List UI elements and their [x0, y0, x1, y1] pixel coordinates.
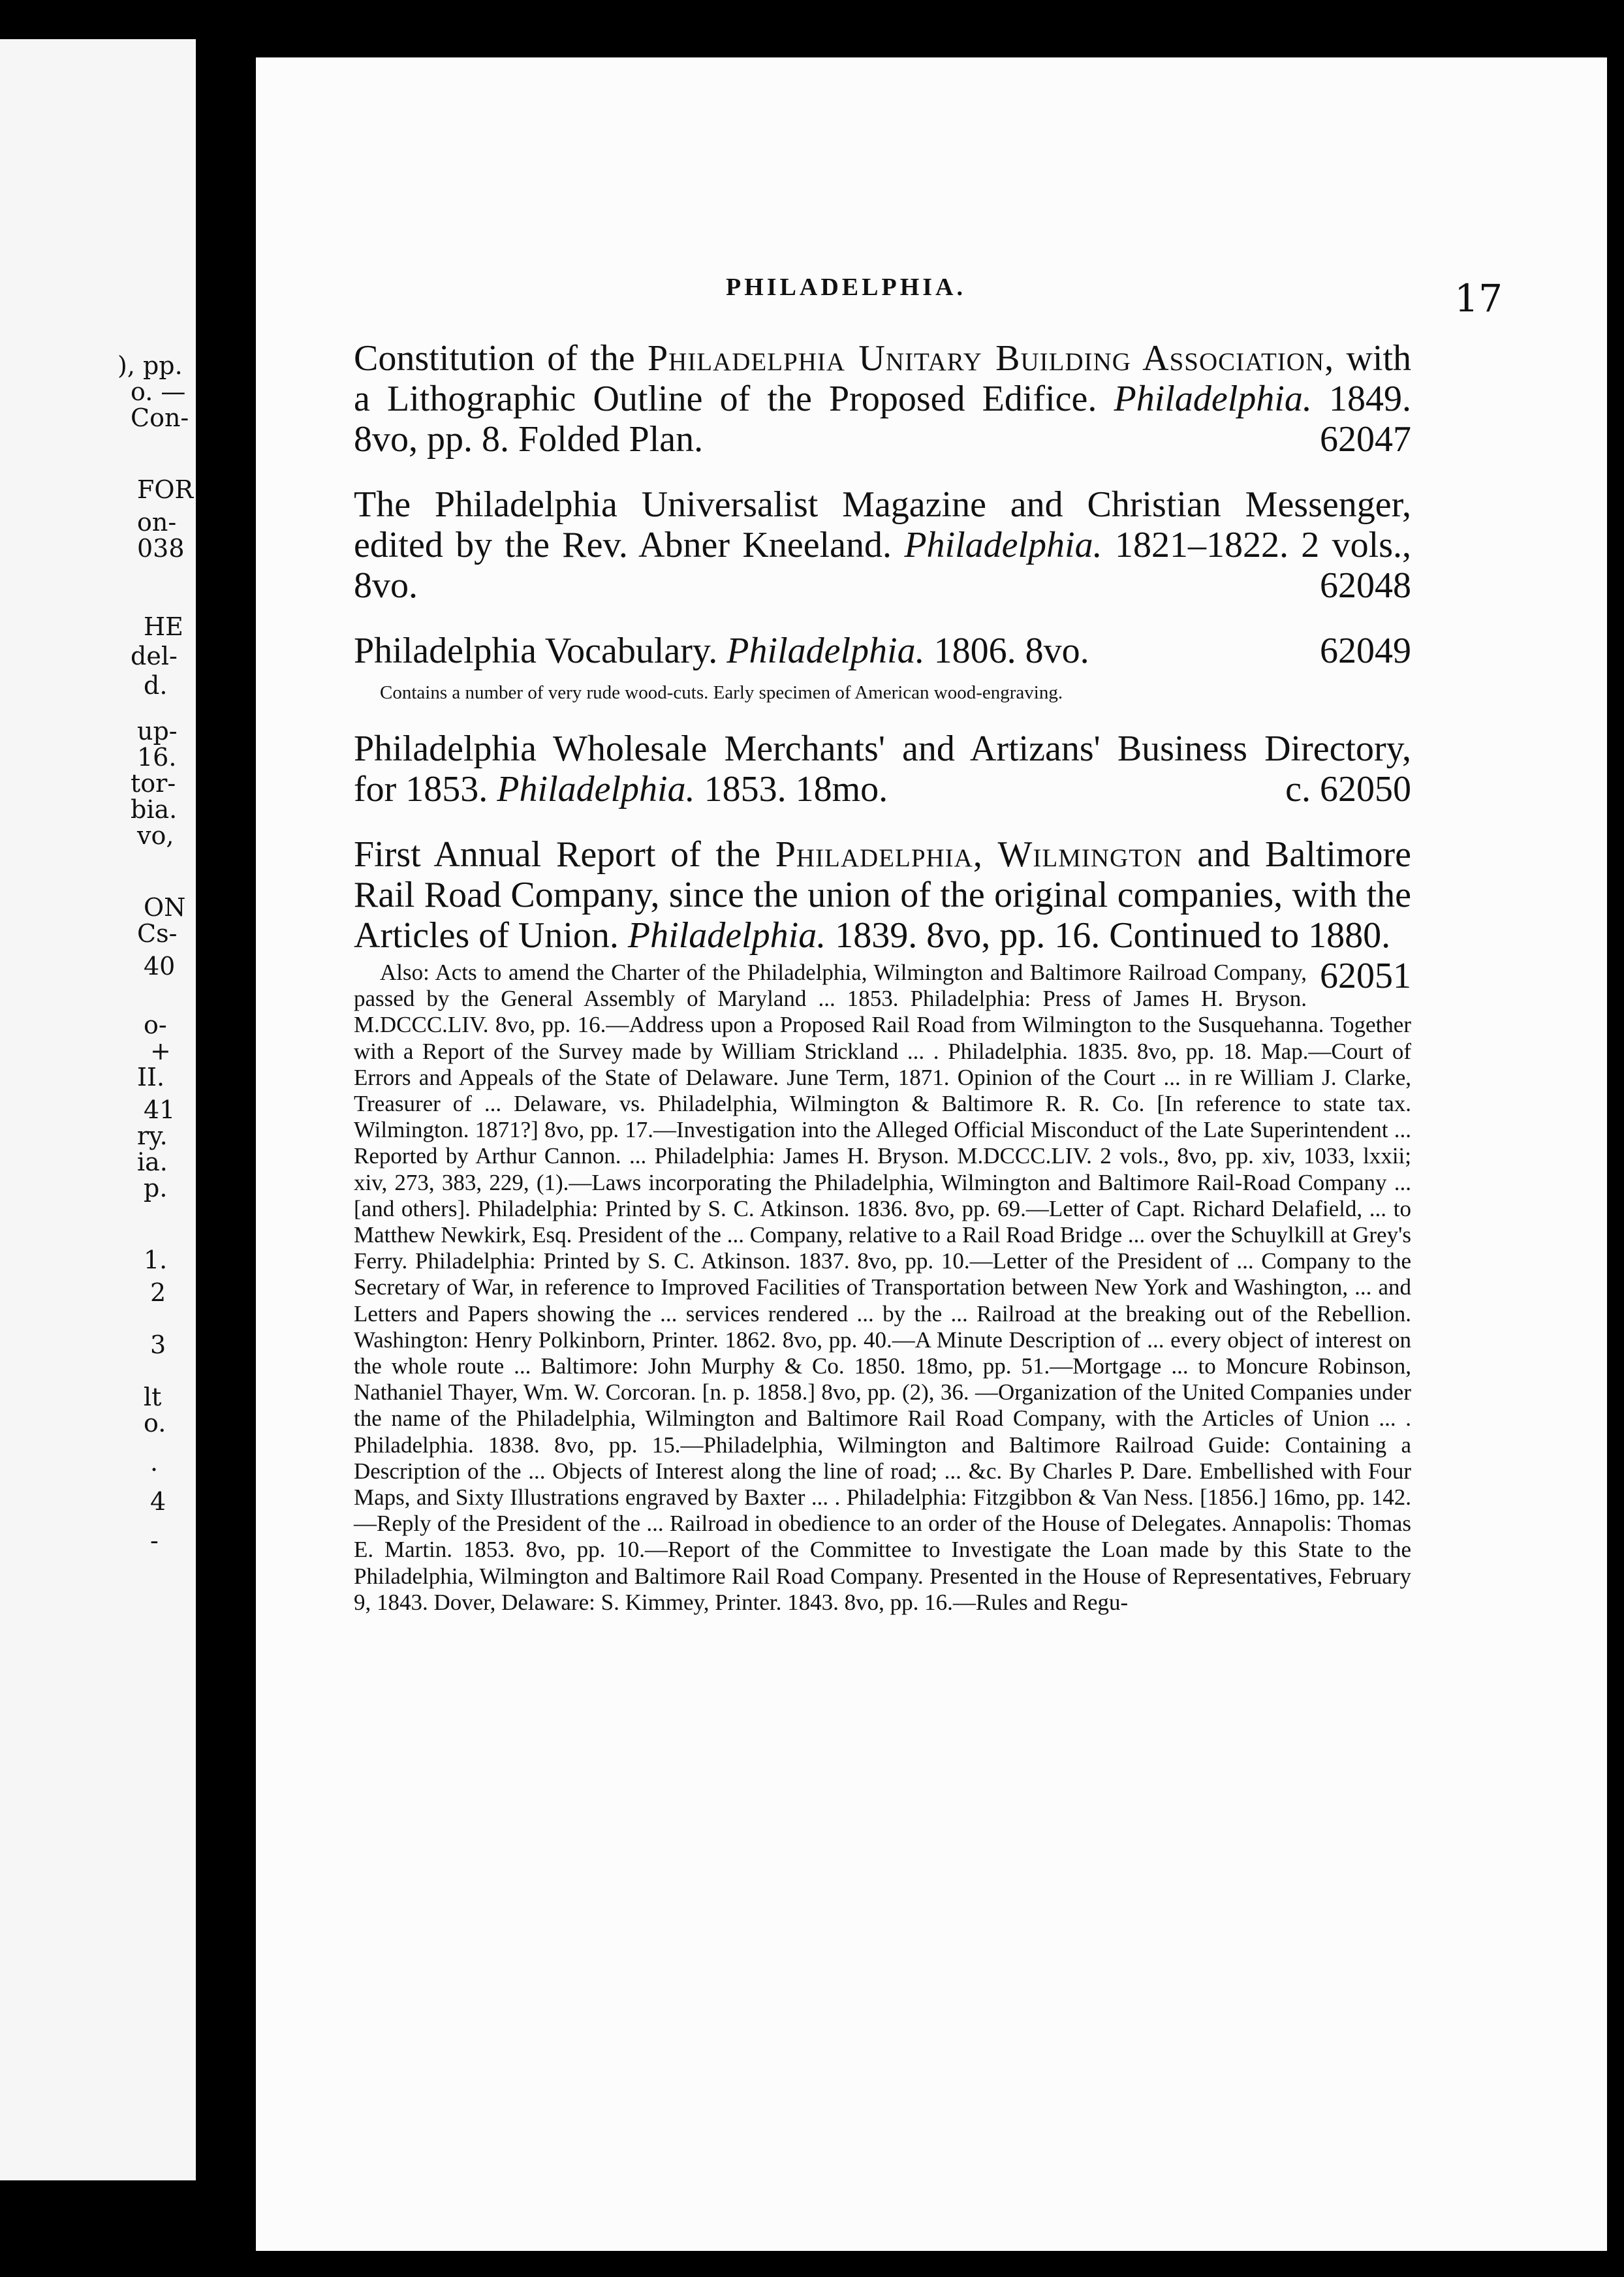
entry-number: 62048: [1320, 565, 1411, 606]
facing-page-fragment: bia.: [131, 795, 178, 824]
facing-page-fragment: 41: [144, 1095, 176, 1124]
facing-page-fragment: o.: [144, 1409, 166, 1437]
entry-title: The Philadelphia Universalist Magazine and Christian Messenger, edited by the Rev. Abner Kneeland. Philadelphia. 1821–1822. 2 vols., 8vo. 62048: [354, 484, 1411, 606]
entry-title: Philadelphia Wholesale Merchants' and Artizans' Business Directory, for 1853. Philadelphia. 1853. 18mo. c. 62050: [354, 729, 1411, 809]
entry-number: 62049: [1320, 631, 1411, 671]
facing-page-fragment: on-: [137, 508, 177, 537]
facing-page-fragment: ia.: [137, 1148, 168, 1176]
facing-page-fragment: II.: [137, 1063, 165, 1091]
running-title: PHILADELPHIA.: [726, 274, 966, 301]
also-paragraph: Also: Acts to amend the Charter of the Philadelphia, Wilmington and Baltimore Railroad Company, passed by the General Assembly of Maryland ... 1853. Philadelphia: Press of James H. Bryson. M.DCCC.LIV. 8vo, pp. 16.—Address upon a Proposed Rail Road from Wilmington to the Susquehanna. Together with a Report of the Survey made by William Strickland ... . Philadelphia. 1835. 8vo, pp. 18. Map.—Court of Errors and Appeals of the State of Delaware. June Term, 1871. Opinion of the Court ... in re William J. Clarke, Treasurer of ... Delaware, vs. Philadelphia, Wilmington & Baltimore R. R. Co. [In reference to state tax. Wilmington. 1871?] 8vo, pp. 17.—Investigation into the Alleged Official Misconduct of the Late Superintendent ... Reported by Arthur Cannon. ... Philadelphia: James H. Bryson. M.DCCC.LIV. 2 vols., 8vo, pp. xiv, 1033, lxxii; xiv, 273, 383, 229, (1).—Laws incorporating the Philadelphia, Wilmington and Baltimore Rail-Road Company ... [and others]. Philadelphia: Printed by S. C. Atkinson. 1836. 8vo, pp. 69.—Letter of Capt. Richard Delafield, ... to Matthew Newkirk, Esq. President of the ... Company, relative to a Rail Road Bridge ... over the Schuylkill at Grey's Ferry. Philadelphia: Printed by S. C. Atkinson. 1837. 8vo, pp. 10.—Letter of the President of ... Company to the Secretary of War, in reference to Improved Facilities of Transportation between New York and Washington, ... and Letters and Papers showing the ... services rendered ... by the ... Railroad at the breaking out of the Rebellion. Washington: Henry Polkinborn, Printer. 1862. 8vo, pp. 40.—A Minute Description of ... every object of interest on the whole route ... Baltimore: John Murphy & Co. 1850. 18mo, pp. 51.—Mortgage ... to Moncure Robinson, Nathaniel Thayer, Wm. W. Corcoran. [n. p. 1858.] 8vo, pp. (2), 36. —Organization of the United Companies under the name of the Philadelphia, Wilmington and Baltimore Rail Road Company, with the Articles of Union ... . Philadelphia. 1838. 8vo, pp. 15.—Philadelphia, Wilmington and Baltimore Railroad Guide: Containing a Description of the ... Objects of Interest along the line of road; ... &c. By Charles P. Dare. Embellished with Four Maps, and Sixty Illustrations engraved by Baxter ... . Philadelphia: Fitzgibbon & Van Ness. [1856.] 16mo, pp. 142.—Reply of the President of the ... Railroad in obedience to an order of the House of Delegates. Annapolis: Thomas E. Martin. 1853. 8vo, pp. 10.—Report of the Committee to Investigate the Loan made by this State to the Philadelphia, Wilmington and Baltimore Rail Road Company. Presented in the House of Representatives, February 9, 1843. Dover, Delaware: S. Kimmey, Printer. 1843. 8vo, pp. 16.—Rules and Regu-: [354, 960, 1411, 1615]
facing-page-fragment: ), pp.: [117, 351, 183, 380]
entry-title: Philadelphia Vocabulary. Philadelphia. 1806. 8vo. 62049: [354, 631, 1411, 671]
entry-note: Contains a number of very rude wood-cuts. Early specimen of American wood-engraving.: [380, 682, 1063, 703]
facing-page-fragment: vo,: [137, 821, 174, 850]
facing-page-fragment: Cs-: [137, 919, 178, 948]
entry-title: Constitution of the Philadelphia Unitary Building Association, with a Lithographic Outline of the Proposed Edifice. Philadelphia. 1849. 8vo, pp. 8. Folded Plan. 62047: [354, 338, 1412, 460]
facing-page-fragment: d.: [144, 671, 168, 700]
page-number: 17: [1454, 276, 1503, 321]
entry-title: First Annual Report of the Philadelphia, Wilmington and Baltimore Rail Road Company, since the union of the original companies, with the Articles of Union. Philadelphia. 1839. 8vo, pp. 16. Continued to 1880. 62051: [354, 834, 1411, 996]
facing-page-fragment: o-: [144, 1011, 167, 1039]
catalog-entry: [354, 834, 1411, 1616]
facing-page-fragment: o. —: [131, 377, 186, 406]
entry-number: 62047: [1320, 419, 1411, 460]
entry-number: 62051: [1320, 956, 1411, 996]
book-page: [256, 57, 1607, 2251]
facing-page-fragment: 038: [137, 534, 185, 563]
facing-page-fragment: FOR: [137, 475, 194, 504]
catalog-entry: [354, 338, 1411, 460]
facing-page-fragment: 4: [150, 1487, 166, 1516]
facing-page-fragment: 1.: [144, 1246, 168, 1274]
page-content: [354, 338, 1411, 1641]
facing-page-fragment: ry.: [137, 1122, 168, 1150]
catalog-entry: [354, 631, 1411, 704]
facing-page-edge: [0, 39, 196, 2180]
facing-page-fragment: up-: [137, 717, 178, 746]
facing-page-fragment: ON: [144, 893, 186, 922]
entry-number: c. 62050: [1285, 769, 1411, 809]
facing-page-fragment: HE: [144, 612, 183, 641]
facing-page-fragment: 3: [150, 1330, 166, 1359]
facing-page-fragment: .: [150, 1448, 159, 1477]
facing-page-fragment: tor-: [131, 769, 176, 798]
facing-page-fragment: 40: [144, 952, 176, 981]
facing-page-fragment: Con-: [131, 403, 189, 432]
facing-page-fragment: 2: [150, 1278, 166, 1307]
facing-page-fragment: 16.: [137, 743, 177, 772]
facing-page-fragment: p.: [144, 1174, 168, 1202]
facing-page-fragment: +: [150, 1037, 171, 1065]
facing-page-fragment: -: [150, 1526, 159, 1555]
catalog-entry: [354, 729, 1411, 809]
catalog-entry: [354, 484, 1411, 606]
facing-page-fragment: lt: [144, 1383, 162, 1411]
facing-page-fragment: del-: [131, 642, 178, 670]
